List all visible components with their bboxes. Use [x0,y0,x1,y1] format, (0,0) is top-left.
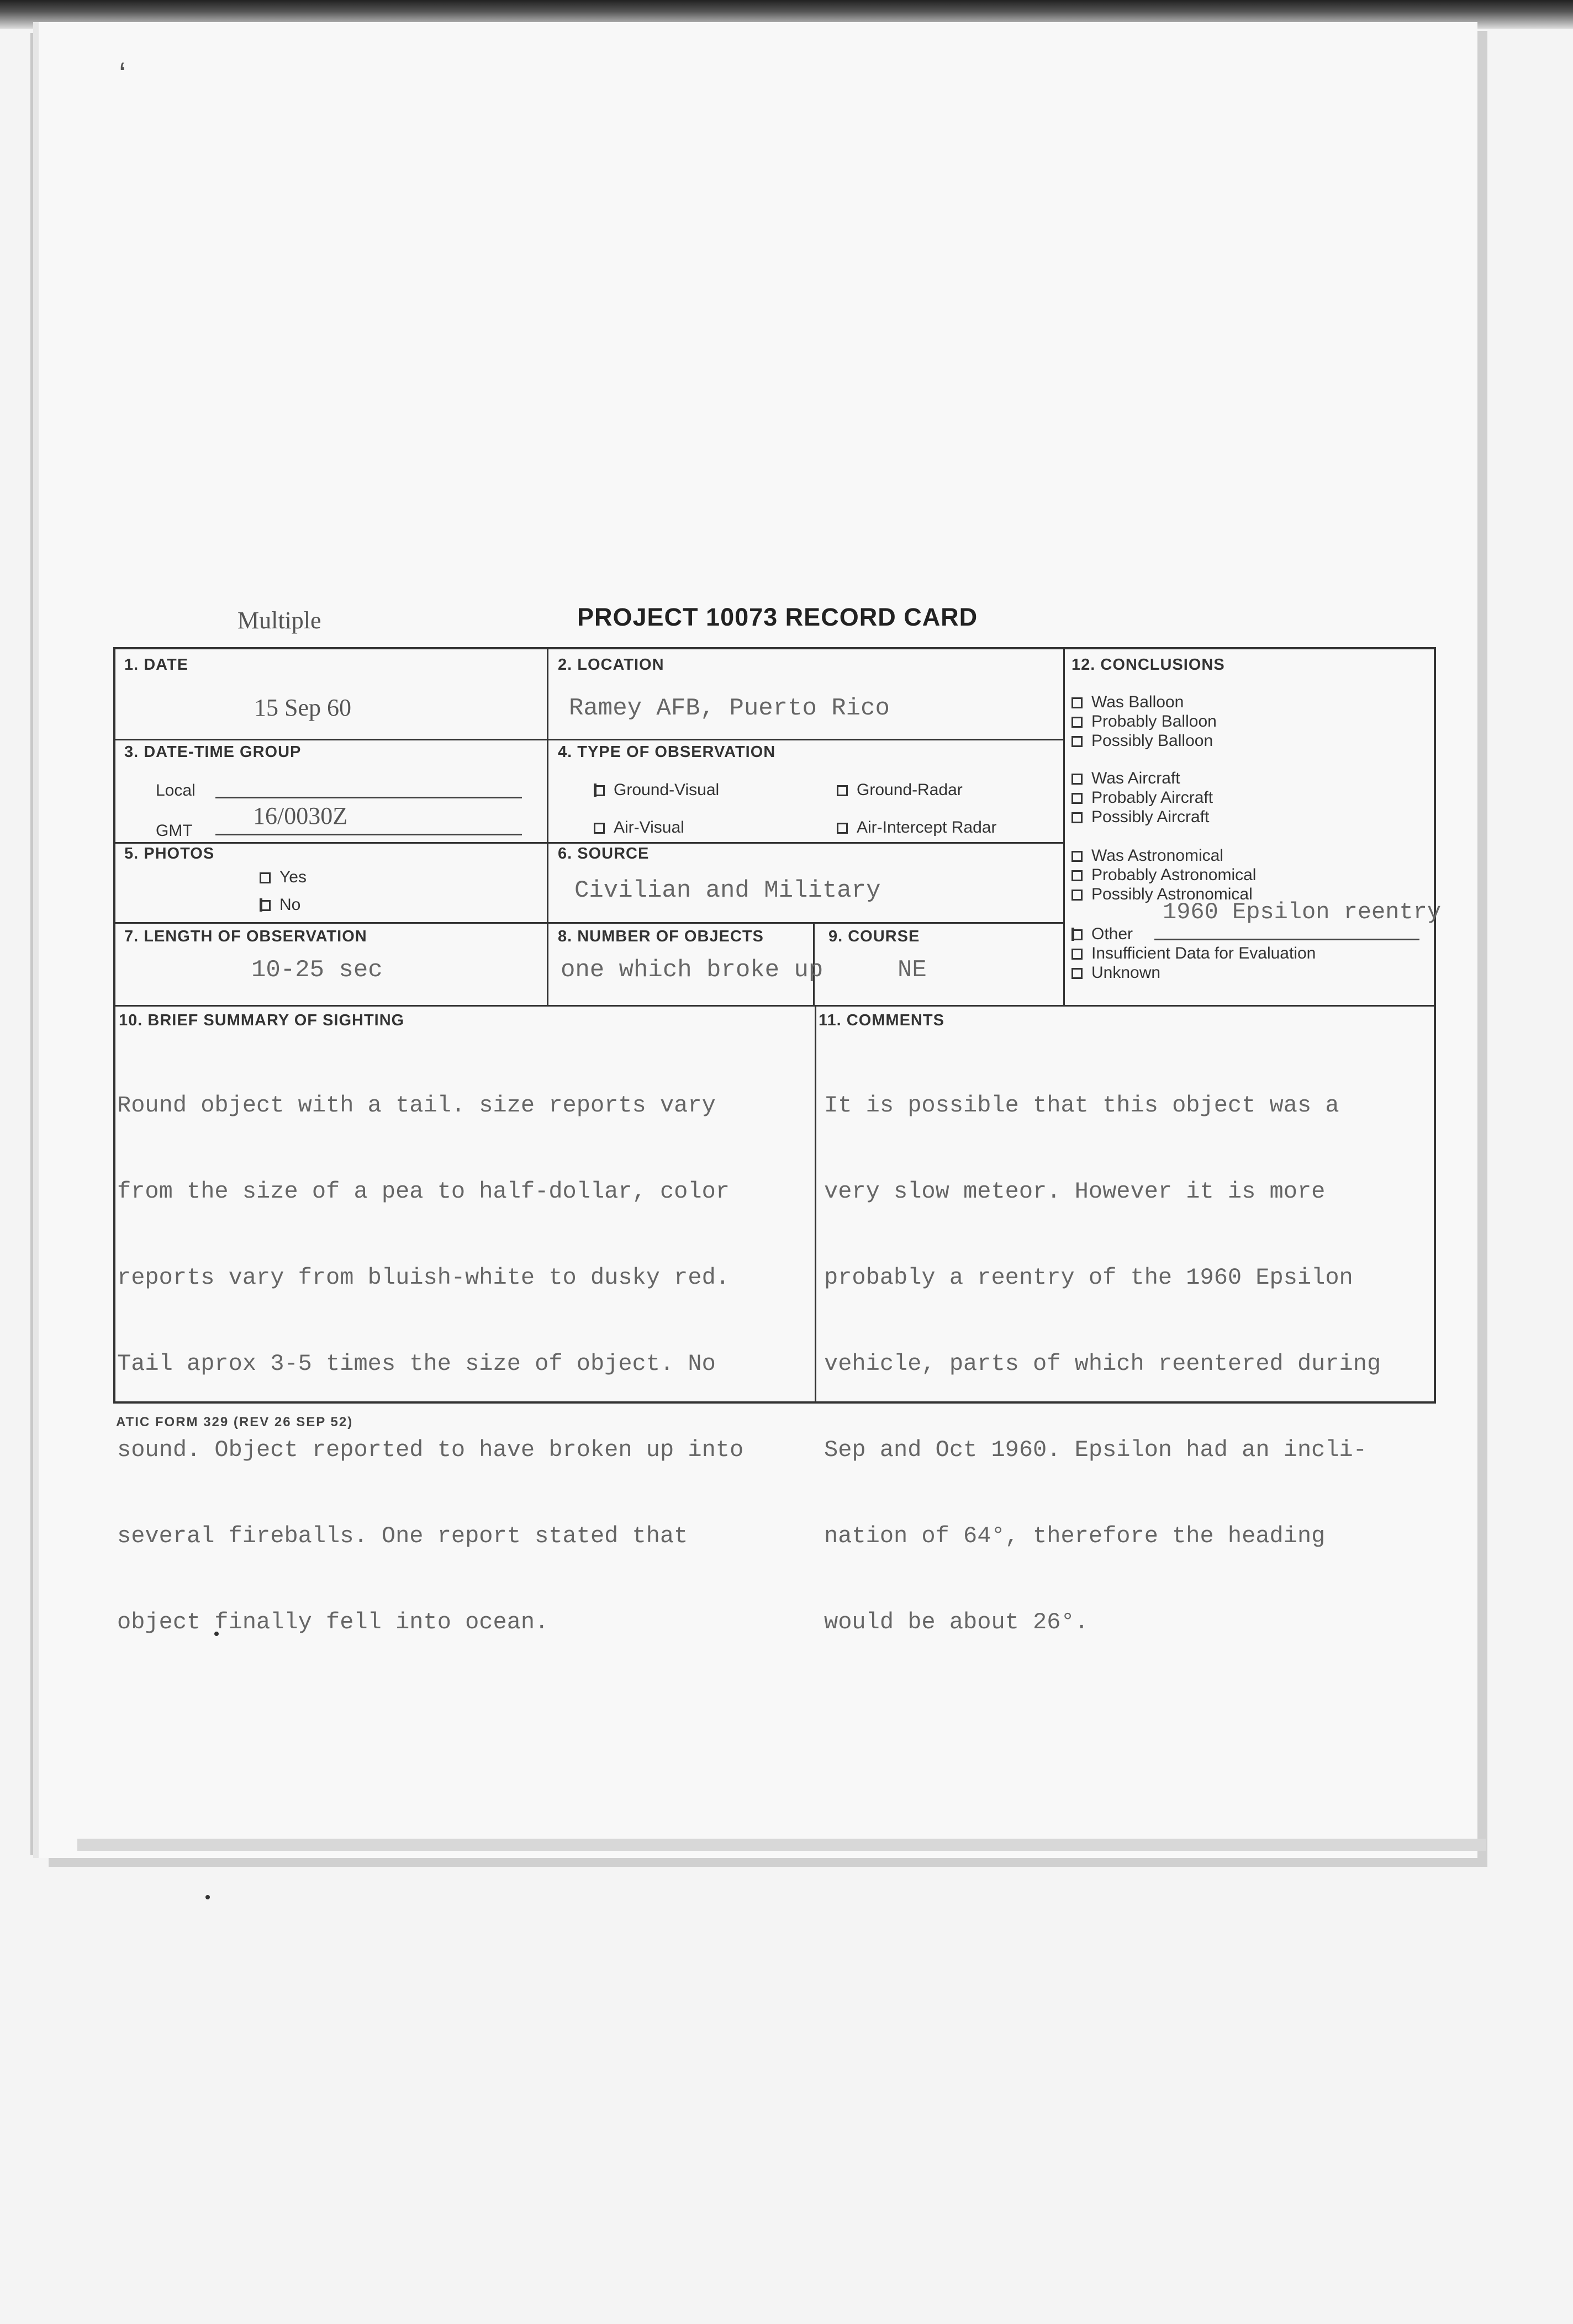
speck-icon [205,1895,210,1899]
checkbox-icon [1071,793,1083,804]
sheet-shadow [77,1839,1486,1851]
conclusion-other [1071,925,1133,944]
option-label: Air-Visual [614,818,684,837]
option-ground-visual [594,781,719,800]
conclusion-probably-balloon [1071,712,1217,731]
length-value: 10-25 sec [251,956,383,984]
summary-label: 10. BRIEF SUMMARY OF SIGHTING [119,1012,405,1029]
comment-line: would be about 26°. [824,1609,1089,1635]
option-label: Yes [279,868,307,886]
comment-line: probably a reentry of the 1960 Epsilon [824,1264,1353,1291]
divider [113,842,1063,844]
comment-line: nation of 64°, therefore the heading [824,1523,1326,1549]
summary-line: sound. Object reported to have broken up into [117,1437,744,1463]
divider [815,1005,816,1404]
other-underline [1154,939,1419,940]
conclusion-label: Possibly Aircraft [1091,808,1210,826]
photos-label: 5. PHOTOS [124,845,215,862]
form-id: ATIC FORM 329 (REV 26 SEP 52) [116,1415,353,1430]
conclusion-label: Probably Astronomical [1091,866,1257,884]
conclusion-possibly-aircraft [1071,808,1209,827]
option-air-intercept-radar [837,818,996,837]
summary-line: Tail aprox 3-5 times the size of object. No [117,1351,716,1377]
summary-line: Round object with a tail. size reports vary [117,1092,716,1119]
conclusions-label: 12. CONCLUSIONS [1071,656,1225,674]
divider [113,922,1063,924]
source-value: Civilian and Military [574,877,881,904]
checkbox-icon [1071,717,1083,728]
checkbox-icon [594,823,605,834]
conclusion-insufficient-data [1071,944,1316,963]
photos-no [260,896,300,914]
comments-text [824,1034,1381,1694]
checkbox-icon [1071,812,1083,823]
comment-line: Sep and Oct 1960. Epsilon had an incli- [824,1437,1367,1463]
checkbox-icon [1071,736,1083,747]
checkbox-icon [594,785,605,796]
comment-line: very slow meteor. However it is more [824,1178,1326,1205]
divider [1063,647,1065,1005]
checkbox-icon [1071,968,1083,979]
gmt-value: 16/0030Z [253,802,348,829]
divider [547,647,548,1005]
local-underline [215,797,522,798]
conclusion-label: Insufficient Data for Evaluation [1091,944,1316,962]
conclusion-label: Probably Aircraft [1091,788,1213,807]
summary-line: several fireballs. One report stated that [117,1523,688,1549]
summary-line: object finally fell into ocean. [117,1609,549,1635]
conclusion-label: Unknown [1091,964,1161,982]
checkbox-icon [1071,949,1083,960]
conclusion-label: Possibly Balloon [1091,732,1213,750]
divider [113,1005,1436,1007]
observation-type-label: 4. TYPE OF OBSERVATION [558,743,776,761]
comments-label: 11. COMMENTS [819,1012,944,1029]
date-label: 1. DATE [124,656,189,674]
conclusion-was-astronomical [1071,846,1223,865]
other-note: 1960 Epsilon reentry [1163,899,1442,925]
date-value: 15 Sep 60 [254,694,351,721]
course-value: NE [898,956,927,984]
conclusion-unknown [1071,964,1160,982]
checkbox-icon [1071,774,1083,785]
conclusion-label: Was Balloon [1091,693,1184,711]
course-label: 9. COURSE [828,928,920,945]
option-label: Ground-Visual [614,781,720,799]
conclusion-was-aircraft [1071,769,1180,788]
option-label: No [279,896,301,914]
divider [113,739,1063,740]
conclusion-possibly-balloon [1071,732,1213,750]
gmt-underline [215,834,522,835]
option-air-visual [594,818,684,837]
summary-text [117,1034,743,1694]
dtg-label: 3. DATE-TIME GROUP [124,743,302,761]
gmt-label: GMT [156,822,193,840]
location-label: 2. LOCATION [558,656,664,674]
checkbox-icon [260,872,271,883]
checkbox-icon [260,900,271,911]
photos-yes [260,868,307,887]
summary-line: from the size of a pea to half-dollar, color [117,1178,730,1205]
checkbox-icon [837,785,848,796]
card-title: PROJECT 10073 RECORD CARD [577,603,978,631]
conclusion-label: Was Aircraft [1091,769,1180,787]
conclusion-probably-aircraft [1071,788,1213,807]
conclusion-label: Other [1091,925,1133,943]
num-objects-value: one which broke up [561,956,824,984]
num-objects-label: 8. NUMBER OF OBJECTS [558,928,764,945]
checkbox-icon [1071,890,1083,901]
checkbox-icon [1071,697,1083,708]
conclusion-was-balloon [1071,693,1184,712]
conclusion-label: Probably Balloon [1091,712,1217,730]
length-label: 7. LENGTH OF OBSERVATION [124,928,367,945]
option-label: Ground-Radar [857,781,963,799]
checkbox-icon [1071,870,1083,881]
comment-line: It is possible that this object was a [824,1092,1339,1119]
multiple-annotation: Multiple [237,607,321,634]
option-label: Air-Intercept Radar [857,818,997,837]
checkbox-icon [1071,929,1083,940]
option-ground-radar [837,781,963,800]
comment-line: vehicle, parts of which reentered during [824,1351,1381,1377]
summary-line: reports vary from bluish-white to dusky red. [117,1264,730,1291]
conclusion-probably-astronomical [1071,866,1256,885]
local-label: Local [156,781,196,800]
location-value: Ramey AFB, Puerto Rico [569,695,890,722]
conclusion-label: Was Astronomical [1091,846,1223,865]
corner-mark-icon: ‘ [119,56,126,93]
checkbox-icon [1071,851,1083,862]
conclusion-label: Possibly Astronomical [1091,885,1253,903]
checkbox-icon [837,823,848,834]
source-label: 6. SOURCE [558,845,650,862]
